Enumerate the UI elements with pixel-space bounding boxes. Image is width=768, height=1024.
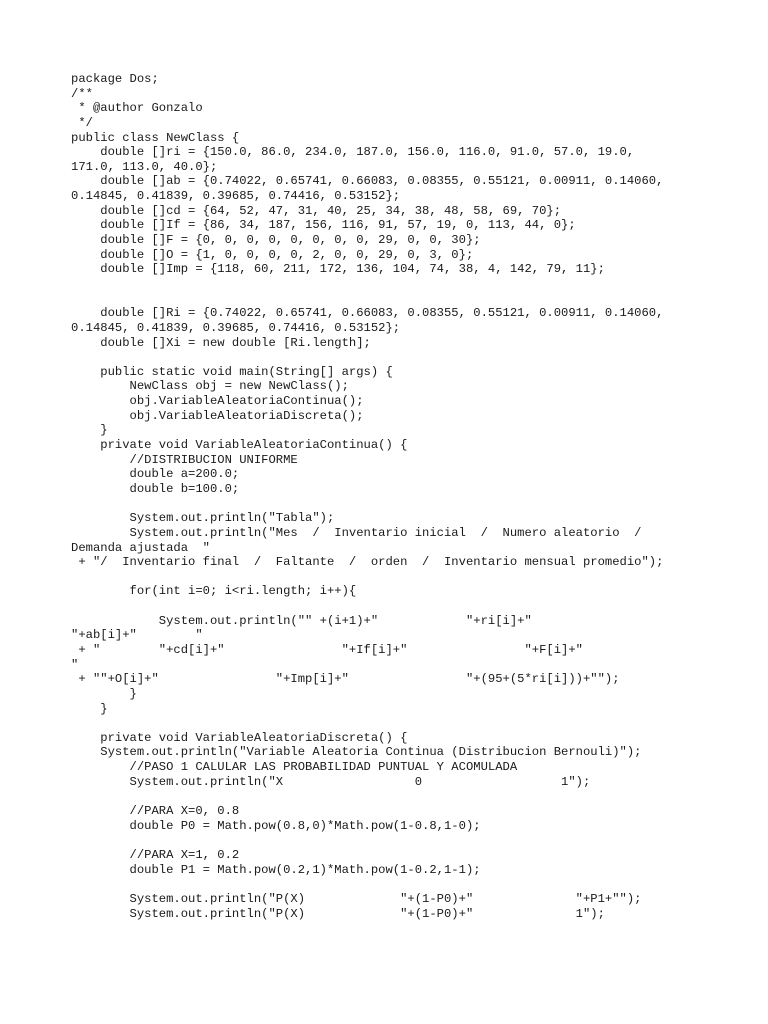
code-line: /** [71,86,93,101]
code-line: System.out.println("Variable Aleatoria Continua (Distribucion Bernouli)"); [71,745,642,760]
code-line: double []Imp = {118, 60, 211, 172, 136, 104, 74, 38, 4, 142, 79, 11}; [71,262,605,277]
code-line [71,497,721,512]
code-line: //PARA X=1, 0.2 [71,847,240,862]
code-line: 0.14845, 0.41839, 0.39685, 0.74416, 0.53152}; [71,320,401,335]
code-line [71,833,721,848]
code-line: " [71,657,79,672]
code-line: obj.VariableAleatoriaDiscreta(); [71,408,364,423]
code-line: double []Ri = {0.74022, 0.65741, 0.66083, 0.08355, 0.55121, 0.00911, 0.14060, [71,306,664,321]
code-line: "+ab[i]+" " [71,628,203,643]
code-line: //DISTRIBUCION UNIFORME [71,452,298,467]
code-line: * @author Gonzalo [71,101,203,116]
code-line [71,570,721,585]
code-line [71,716,721,731]
code-line: } [71,701,108,716]
code-line [71,277,721,292]
code-line: double []O = {1, 0, 0, 0, 0, 2, 0, 0, 29, 0, 3, 0}; [71,247,474,262]
code-line: 171.0, 113.0, 40.0}; [71,159,218,174]
code-line: System.out.println("" +(i+1)+" "+ri[i]+" [71,613,532,628]
code-line: System.out.println("Mes / Inventario inicial / Numero aleatorio / [71,525,642,540]
code-line: + "/ Inventario final / Faltante / orden / Inventario mensual promedio"); [71,555,664,570]
code-line: + ""+O[i]+" "+Imp[i]+" "+(95+(5*ri[i]))+""); [71,672,620,687]
code-line: System.out.println("P(X) "+(1-P0)+" "+P1+""); [71,891,642,906]
code-line: 0.14845, 0.41839, 0.39685, 0.74416, 0.53152}; [71,189,401,204]
code-line: //PARA X=0, 0.8 [71,804,240,819]
code-line [71,789,721,804]
code-line: double P1 = Math.pow(0.2,1)*Math.pow(1-0.2,1-1); [71,862,481,877]
code-line: package Dos; [71,72,159,86]
code-line: obj.VariableAleatoriaContinua(); [71,394,364,409]
code-line: System.out.println("X 0 1"); [71,774,591,789]
code-line: double []F = {0, 0, 0, 0, 0, 0, 0, 0, 29, 0, 0, 30}; [71,233,481,248]
code-line: private void VariableAleatoriaDiscreta() { [71,730,408,745]
code-line: Demanda ajustada " [71,540,210,555]
code-line [71,350,721,365]
code-line: public class NewClass { [71,130,240,145]
code-line: double b=100.0; [71,481,240,496]
code-line: double []ri = {150.0, 86.0, 234.0, 187.0, 156.0, 116.0, 91.0, 57.0, 19.0, [71,145,635,160]
code-line: private void VariableAleatoriaContinua() { [71,438,408,453]
code-line [71,877,721,892]
code-line: System.out.println("Tabla"); [71,511,335,526]
code-line: //PASO 1 CALULAR LAS PROBABILIDAD PUNTUAL Y ACOMULADA [71,760,518,775]
code-line: NewClass obj = new NewClass(); [71,379,349,394]
code-line: double P0 = Math.pow(0.8,0)*Math.pow(1-0.8,1-0); [71,818,481,833]
code-line: + " "+cd[i]+" "+If[i]+" "+F[i]+" [71,642,583,657]
code-line: double a=200.0; [71,467,240,482]
code-line: for(int i=0; i<ri.length; i++){ [71,584,357,599]
code-line [71,599,721,614]
code-line: public static void main(String[] args) { [71,364,393,379]
code-line: double []ab = {0.74022, 0.65741, 0.66083, 0.08355, 0.55121, 0.00911, 0.14060, [71,174,664,189]
code-line: } [71,423,108,438]
code-line: } [71,686,137,701]
code-line [71,292,721,307]
code-line: double []cd = {64, 52, 47, 31, 40, 25, 34, 38, 48, 58, 69, 70}; [71,203,562,218]
code-line: System.out.println("P(X) "+(1-P0)+" 1"); [71,906,605,921]
code-line: double []If = {86, 34, 187, 156, 116, 91, 57, 19, 0, 113, 44, 0}; [71,218,576,233]
code-line: double []Xi = new double [Ri.length]; [71,335,371,350]
code-listing [71,72,721,921]
code-line: */ [71,115,93,130]
